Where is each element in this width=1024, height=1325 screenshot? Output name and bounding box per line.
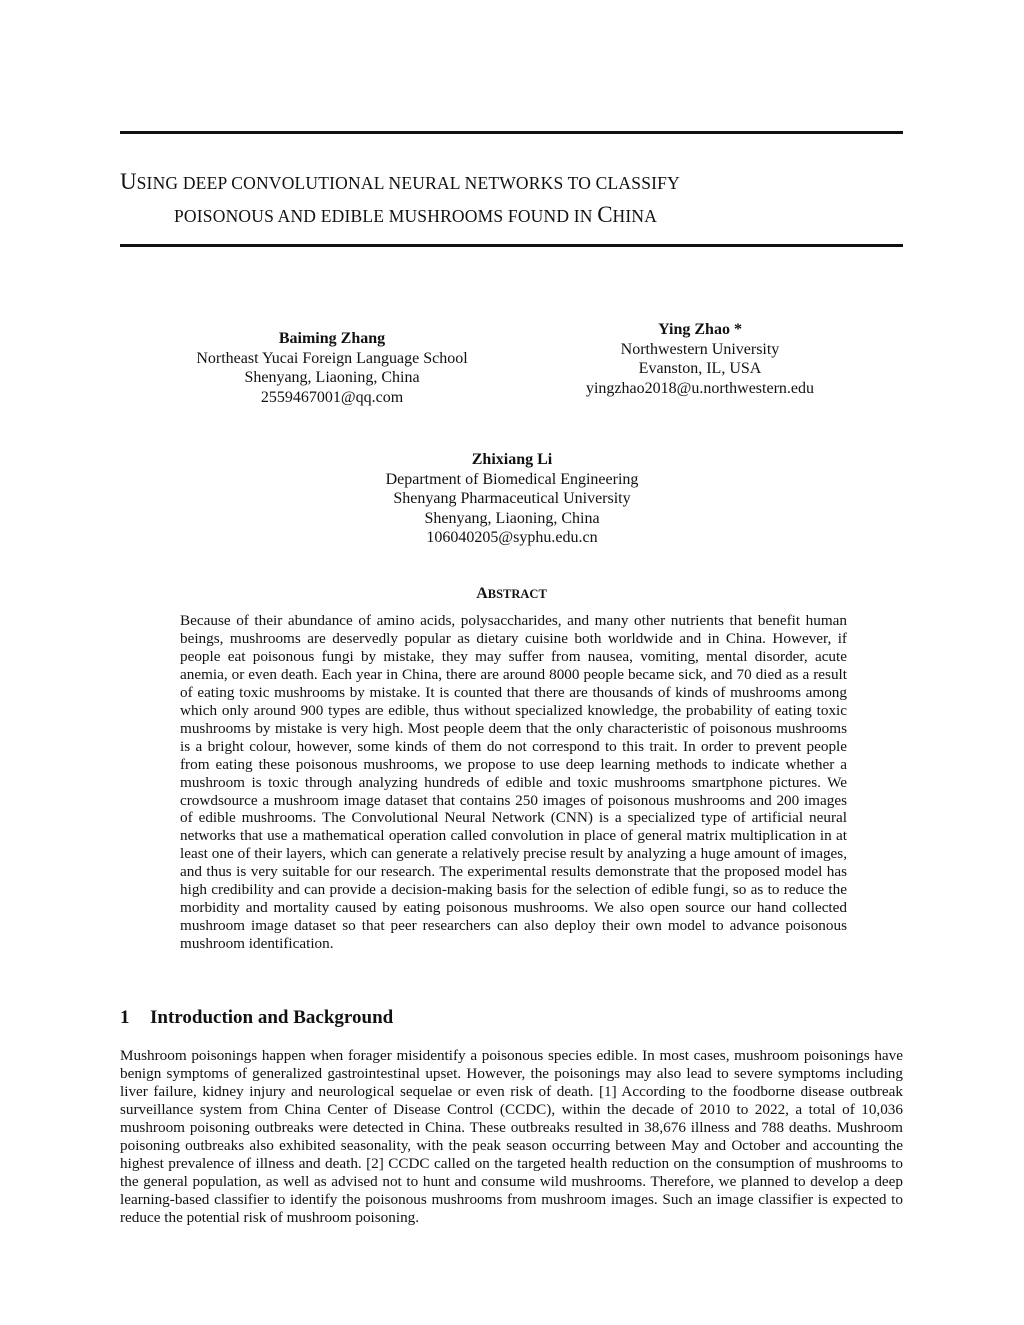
author-location: Evanston, IL, USA (638, 360, 762, 377)
author-email[interactable]: yingzhao2018@u.northwestern.edu (585, 379, 814, 397)
author-affiliation: Northwestern University (620, 340, 780, 358)
abstract-heading-text: BSTRACT (487, 587, 547, 601)
paper-title (120, 166, 903, 232)
title-top-rule (120, 131, 903, 134)
abstract-heading (120, 585, 903, 603)
author-name: Baiming Zhang (278, 330, 386, 347)
section-title: Introduction and Background (150, 1007, 394, 1028)
title-line-1-text: SING DEEP CONVOLUTIONAL NEURAL NETWORKS TO CLASSIFY (136, 173, 680, 193)
author-email[interactable]: 2559467001@qq.com (260, 388, 404, 406)
author-location: Shenyang, Liaoning, China (244, 369, 420, 386)
author-block-li (362, 450, 662, 548)
title-drop-cap: U (120, 169, 137, 194)
section-number: 1 (120, 1007, 130, 1028)
author-affiliation: Northeast Yucai Foreign Language School (196, 349, 468, 367)
section-heading-introduction (120, 1007, 393, 1029)
abstract-text: Because of their abundance of amino acids, polysaccharides, and many other nutrients that benefit human beings, mushrooms are deservedly popular as dietary cuisine both worldwide and in China. However, if people eat poisonous fungi by mistake, they may suffer from nausea, vomiting, mental disorder, acute anemia, or even death. Each year in China, there are around 8000 people became sick, and 70 died as a result of eating toxic mushrooms by mistake. It is counted that there are thousands of kinds of mushrooms among which only around 900 types are edible, thus without specialized knowledge, the probability of eating toxic mushrooms by mistake is very high. Most people deem that the only characteristic of poisonous mushrooms is a bright colour, however, some kinds of them do not correspond to this trait. In order to prevent people from eating these poisonous mushrooms, we propose to use deep learning methods to indicate whether a mushroom is toxic through analyzing hundreds of edible and toxic mushrooms smartphone pictures. We crowdsource a mushroom image dataset that contains 250 images of poisonous mushrooms and 200 images of edible mushrooms. The Convolutional Neural Network (CNN) is a specialized type of artificial neural networks that use a mathematical operation called convolution in place of general matrix multiplication in at least one of their layers, which can generate a relatively precise result by analyzing a huge amount of images, and thus is very suitable for our research. The experimental results demonstrate that the proposed model has high credibility and can provide a decision-making basis for the selection of edible fungi, so as to reduce the morbidity and mortality caused by eating poisonous mushrooms. We also open source our hand collected mushroom image dataset so that peer researchers can also deploy their own model to advance poisonous mushroom identification. (180, 612, 847, 953)
author-location: Shenyang, Liaoning, China (424, 509, 600, 527)
author-name: Zhixiang Li (471, 451, 553, 468)
introduction-text: Mushroom poisonings happen when forager misidentify a poisonous species edible. In most cases, mushroom poisonings have benign symptoms of generalized gastrointestinal upset. However, the poisonings may also lead to severe symptoms including liver failure, kidney injury and neurological sequelae or even risk of death. [1] According to the foodborne disease outbreak surveillance system from China Center of Disease Control (CCDC), within the decade of 2010 to 2022, a total of 10,036 mushroom poisoning outbreaks were detected in China. These outbreaks resulted in 38,676 illness and 788 deaths. Mushroom poisoning outbreaks also exhibited seasonality, with the peak season occurring between May and October and accounting the highest prevalence of illness and death. [2] CCDC called on the targeted health reduction on the consumption of mushrooms to the general population, as well as advised not to hunt and consume wild mushrooms. Therefore, we planned to develop a deep learning-based classifier to identify the poisonous mushrooms from mushroom images. Such an image classifier is expected to reduce the potential risk of mushroom poisoning. (120, 1047, 903, 1226)
abstract-heading-cap: A (476, 585, 488, 602)
author-block-zhao (560, 320, 840, 398)
author-name: Ying Zhao * (658, 321, 742, 338)
title-line-2-end: HINA (612, 206, 658, 226)
title-line-2-text: POISONOUS AND EDIBLE MUSHROOMS FOUND IN (174, 206, 598, 226)
title-line-1 (120, 166, 903, 199)
author-email[interactable]: 106040205@syphu.edu.cn (426, 529, 598, 546)
author-block-zhang (184, 329, 480, 407)
title-line-2 (120, 199, 903, 232)
title-bottom-rule (120, 244, 903, 247)
author-affiliation-2: Shenyang Pharmaceutical University (393, 490, 631, 507)
author-affiliation: Department of Biomedical Engineering (385, 470, 639, 488)
title-line-2-cap: C (597, 202, 613, 227)
